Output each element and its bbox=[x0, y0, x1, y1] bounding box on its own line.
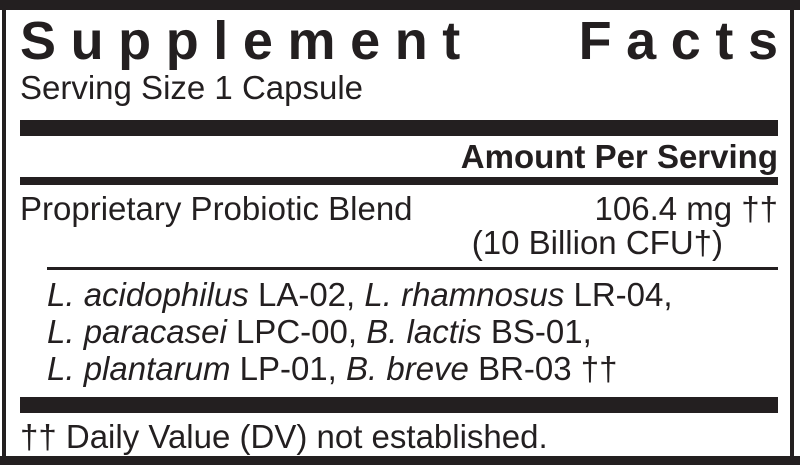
panel-title bbox=[20, 10, 793, 71]
strain-code: LA-02, bbox=[248, 276, 365, 313]
amount-per-serving-header: Amount Per Serving bbox=[460, 138, 778, 175]
species-name: B. breve bbox=[346, 350, 469, 387]
blend-cfu-count: (10 Billion CFU†) bbox=[471, 224, 723, 261]
strain-code: LR-04, bbox=[564, 276, 673, 313]
serving-size-text: Serving Size 1 Capsule bbox=[20, 69, 364, 106]
species-line bbox=[47, 276, 778, 313]
right-border bbox=[790, 9, 794, 457]
blend-row bbox=[20, 192, 778, 226]
species-line bbox=[47, 313, 778, 350]
thin-rule bbox=[47, 267, 778, 270]
strain-code: LP-01, bbox=[230, 350, 347, 387]
species-line bbox=[47, 350, 778, 387]
species-name: L. acidophilus bbox=[47, 276, 249, 313]
top-border-bar bbox=[0, 0, 800, 10]
bottom-border-bar bbox=[0, 456, 800, 465]
species-list bbox=[47, 276, 778, 387]
blend-name: Proprietary Probiotic Blend bbox=[20, 190, 413, 227]
species-name: B. lactis bbox=[366, 313, 482, 350]
species-name: L. rhamnosus bbox=[364, 276, 565, 313]
species-name: L. plantarum bbox=[47, 350, 231, 387]
thick-divider-bottom bbox=[20, 397, 778, 413]
thick-divider-top bbox=[20, 120, 778, 136]
strain-code: BS-01, bbox=[481, 313, 592, 350]
blend-amount: 106.4 mg †† bbox=[594, 190, 778, 227]
medium-divider bbox=[20, 177, 778, 185]
title-word-facts: Facts bbox=[578, 11, 793, 71]
left-border bbox=[2, 9, 6, 457]
strain-code: LPC-00, bbox=[226, 313, 367, 350]
label-content bbox=[20, 10, 793, 455]
title-word-supplement: Supplement bbox=[20, 11, 475, 71]
species-name: L. paracasei bbox=[47, 313, 227, 350]
daily-value-footnote: †† Daily Value (DV) not established. bbox=[20, 418, 548, 455]
strain-code: BR-03 †† bbox=[468, 350, 618, 387]
